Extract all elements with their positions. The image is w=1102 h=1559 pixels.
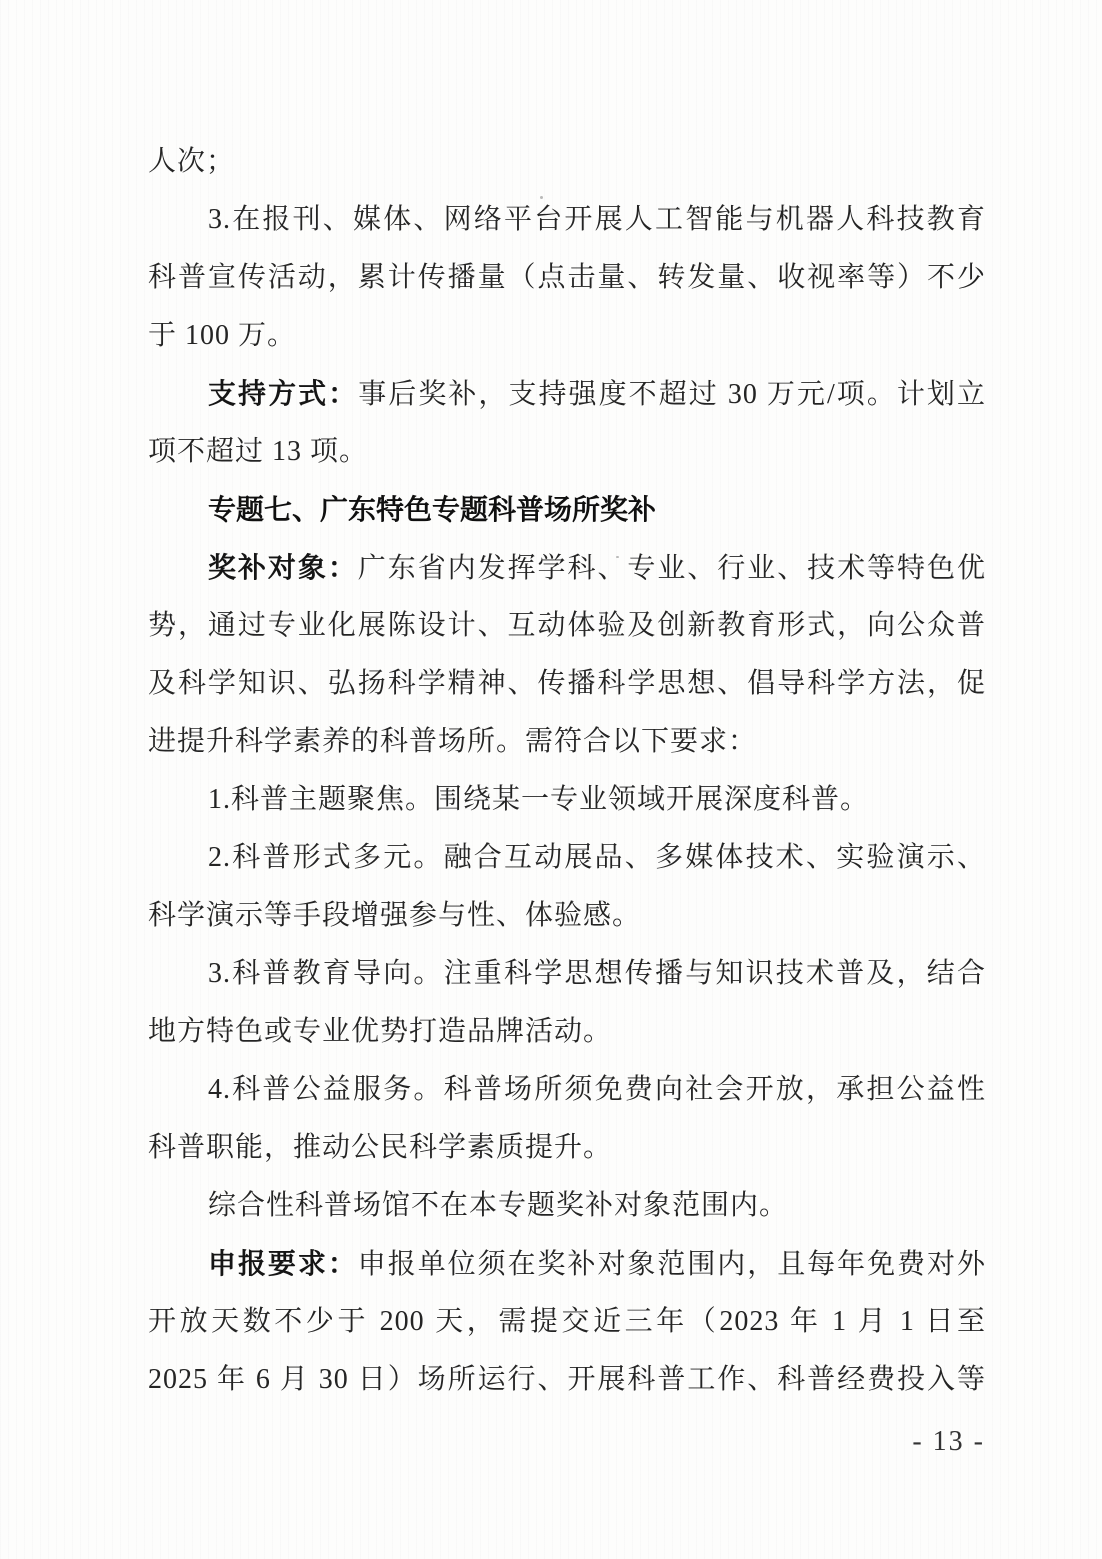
- scan-speck: [540, 196, 543, 199]
- line-text: 开放天数不少于 200 天，需提交近三年（2023 年 1 月 1 日至: [148, 1306, 986, 1337]
- line-text: 科学演示等手段增强参与性、体验感。: [148, 900, 642, 931]
- field-label-support-method: 支持方式：: [208, 378, 359, 409]
- line-text: 申报单位须在奖补对象范围内，且每年免费对外: [357, 1249, 986, 1280]
- text-line: [148, 771, 986, 829]
- line-text: 3.科普教育导向。注重科学思想传播与知识技术普及，结合: [208, 958, 986, 989]
- text-line: [148, 887, 986, 945]
- line-text: 项不超过 13 项。: [148, 436, 369, 467]
- document-body: [148, 133, 986, 1409]
- text-line: [148, 133, 986, 191]
- line-text: 人次；: [148, 146, 236, 177]
- text-line: [148, 307, 986, 365]
- text-line: [148, 1177, 986, 1235]
- line-text: 进提升科学素养的科普场所。需符合以下要求：: [148, 726, 758, 757]
- line-text: 地方特色或专业优势打造品牌活动。: [148, 1016, 613, 1047]
- line-text: 综合性科普场馆不在本专题奖补对象范围内。: [208, 1190, 789, 1221]
- text-line: [148, 655, 986, 713]
- page-number: - 13 -: [912, 1426, 985, 1457]
- text-line: [148, 365, 986, 423]
- text-line: [148, 1235, 986, 1293]
- text-line: [148, 191, 986, 249]
- line-text: 科普宣传活动，累计传播量（点击量、转发量、收视率等）不少: [148, 262, 986, 293]
- text-line: [148, 1351, 986, 1409]
- text-line: [148, 597, 986, 655]
- scan-speck: [616, 556, 619, 558]
- field-label-award-target: 奖补对象：: [208, 552, 358, 583]
- text-line: [148, 1293, 986, 1351]
- line-text: 2025 年 6 月 30 日）场所运行、开展科普工作、科普经费投入等: [148, 1364, 986, 1395]
- text-line: [148, 539, 986, 597]
- text-line: [148, 1061, 986, 1119]
- line-text: 事后奖补，支持强度不超过 30 万元/项。计划立: [358, 379, 986, 410]
- line-text: 势，通过专业化展陈设计、互动体验及创新教育形式，向公众普: [148, 610, 986, 641]
- section-heading-topic-seven: [148, 481, 986, 539]
- text-line: [148, 713, 986, 771]
- line-text: 1.科普主题聚焦。围绕某一专业领域开展深度科普。: [208, 784, 870, 815]
- text-line: [148, 945, 986, 1003]
- text-line: [148, 249, 986, 307]
- line-text: 科普职能，推动公民科学素质提升。: [148, 1132, 613, 1163]
- text-line: [148, 1003, 986, 1061]
- line-text: 及科学知识、弘扬科学精神、传播科学思想、倡导科学方法，促: [148, 668, 986, 699]
- line-text: 广东省内发挥学科、专业、行业、技术等特色优: [357, 553, 986, 584]
- heading-text: 专题七、广东特色专题科普场所奖补: [208, 494, 657, 525]
- field-label-application-requirements: 申报要求：: [208, 1248, 358, 1279]
- text-line: [148, 423, 986, 481]
- text-line: [148, 1119, 986, 1177]
- line-text: 4.科普公益服务。科普场所须免费向社会开放，承担公益性: [208, 1074, 986, 1105]
- text-line: [148, 829, 986, 887]
- line-text: 2.科普形式多元。融合互动展品、多媒体技术、实验演示、: [208, 842, 986, 873]
- line-text: 3.在报刊、媒体、网络平台开展人工智能与机器人科技教育: [208, 204, 986, 235]
- line-text: 于 100 万。: [148, 320, 297, 351]
